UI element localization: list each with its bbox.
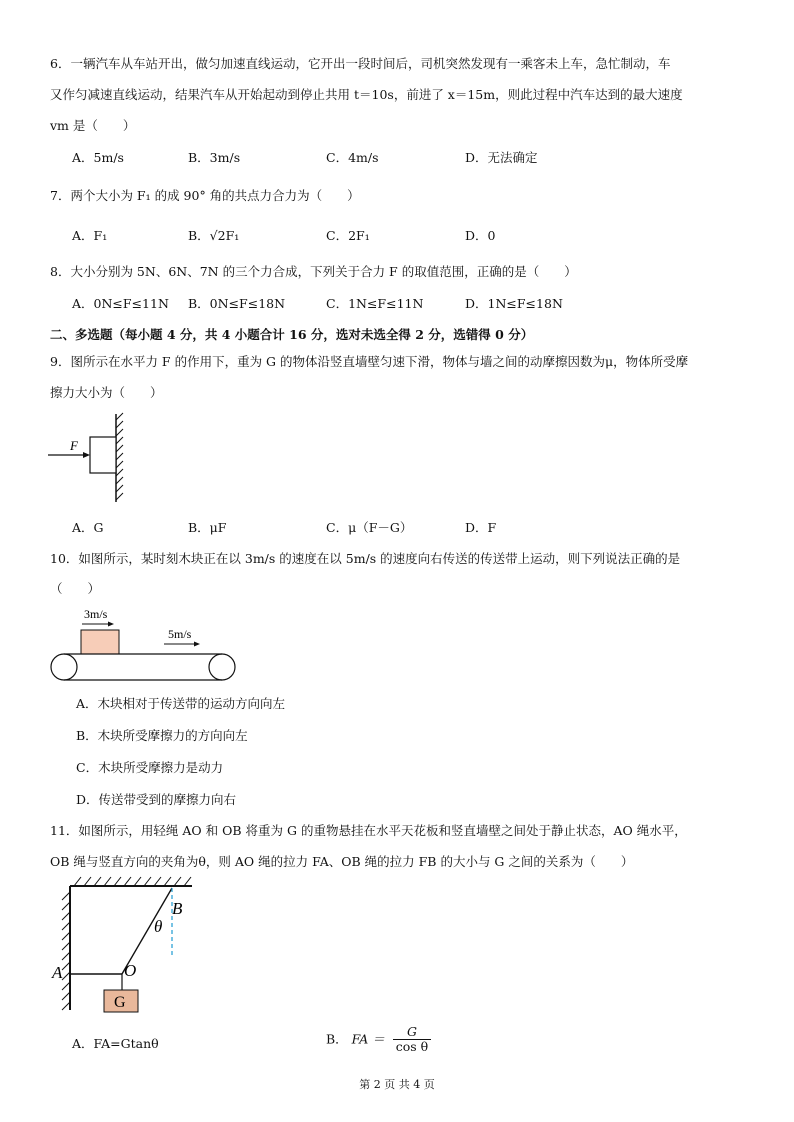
section-heading-multiple-choice: 二、多选题（每小题 4 分，共 4 小题合计 16 分，选对未选全得 2 分，选错得 0 分） — [50, 327, 534, 342]
point-b-label: B — [172, 899, 183, 918]
q7-option-c: C．2F₁ — [326, 228, 370, 243]
ceiling-hatching — [74, 877, 191, 886]
q11-text-line1: 11．如图所示，用轻绳 AO 和 OB 将重为 G 的重物悬挂在水平天花板和竖直墙壁之间处于静止状态，AO 绳水平， — [50, 823, 687, 838]
point-a-label: A — [52, 963, 63, 982]
q8-option-b: B．0N≤F≤18N — [188, 296, 286, 311]
q9-option-a: A．G — [72, 520, 104, 535]
right-roller — [209, 654, 235, 680]
point-o-label: O — [124, 961, 137, 980]
q6-text-line2: 又作匀减速直线运动，结果汽车从开始起动到停止共用 t＝10s，前进了 x＝15m，则此过程中汽车达到的最大速度 — [50, 87, 683, 102]
q7-option-b: B．√2F₁ — [188, 228, 240, 243]
q11-option-b-fraction — [393, 1025, 431, 1054]
q7-option-d: D．0 — [465, 228, 496, 243]
q6-option-b: B．3m/s — [188, 150, 241, 165]
q10-text-line2: （ ） — [50, 581, 101, 596]
angle-theta-label: θ — [154, 917, 163, 936]
q9-option-b: B．μF — [188, 520, 227, 535]
block — [90, 437, 116, 473]
force-label: F — [70, 438, 78, 453]
q11-option-b-lhs: FA ＝ — [351, 1031, 385, 1047]
q8-option-d: D．1N≤F≤18N — [465, 296, 563, 311]
q8-text: 8．大小分别为 5N、6N、7N 的三个力合成，下列关于合力 F 的取值范围，正确的是（ ） — [50, 264, 577, 279]
weight-label: G — [114, 994, 126, 1011]
q10-option-d: D．传送带受到的摩擦力向右 — [76, 792, 237, 807]
q10-conveyor-figure — [44, 604, 244, 686]
q6-option-a: A．5m/s — [72, 150, 124, 165]
q11-rope-figure — [44, 870, 204, 1020]
q11-option-a: A．FA=Gtanθ — [72, 1036, 159, 1051]
q9-option-c: C．μ（F－G） — [326, 520, 413, 535]
left-roller — [51, 654, 77, 680]
q10-option-c: C．木块所受摩擦力是动力 — [76, 760, 224, 775]
q11-text-line2: OB 绳与竖直方向的夹角为θ，则 AO 绳的拉力 FA、OB 绳的拉力 FB 的大小与 G 之间的关系为（ ） — [50, 854, 634, 869]
q6-option-d: D．无法确定 — [465, 150, 538, 165]
force-arrow-head — [83, 452, 90, 458]
q6-text-line3: vm 是（ ） — [50, 118, 136, 133]
q11-option-b — [326, 1025, 431, 1054]
q10-text-line1: 10．如图所示，某时刻木块正在以 3m/s 的速度在以 5m/s 的速度向右传送的传送带上运动，则下列说法正确的是 — [50, 551, 681, 566]
q8-option-a: A．0N≤F≤11N — [72, 296, 169, 311]
q9-text-line2: 擦力大小为（ ） — [50, 385, 163, 400]
q6-text-line1: 6．一辆汽车从车站开出，做匀加速直线运动，它开出一段时间后，司机突然发现有一乘客未上车，急忙制动，车 — [50, 56, 671, 71]
page-footer: 第 2 页 共 4 页 — [359, 1078, 435, 1091]
q9-option-d: D．F — [465, 520, 497, 535]
q10-option-b: B．木块所受摩擦力的方向向左 — [76, 728, 248, 743]
wooden-block — [81, 630, 119, 654]
q11-option-b-prefix: B． — [326, 1031, 348, 1047]
q7-option-a: A．F₁ — [72, 228, 108, 243]
q8-option-c: C．1N≤F≤11N — [326, 296, 424, 311]
fraction-numerator: G — [393, 1025, 431, 1040]
q7-text: 7．两个大小为 F₁ 的成 90° 角的共点力合力为（ ） — [50, 188, 360, 203]
q6-option-c: C．4m/s — [326, 150, 379, 165]
q9-text-line1: 9．图所示在水平力 F 的作用下，重为 G 的物体沿竖直墙壁匀速下滑，物体与墙之间的动摩擦因数为μ，物体所受摩 — [50, 354, 689, 369]
wall-hatching — [116, 413, 123, 500]
q9-wall-block-figure — [44, 412, 134, 507]
wall-hatching — [62, 892, 70, 1010]
belt-speed-label: 5m/s — [168, 627, 192, 641]
q10-option-a: A．木块相对于传送带的运动方向向左 — [76, 696, 286, 711]
block-speed-label: 3m/s — [84, 607, 108, 621]
fraction-denominator: cos θ — [395, 1039, 429, 1054]
